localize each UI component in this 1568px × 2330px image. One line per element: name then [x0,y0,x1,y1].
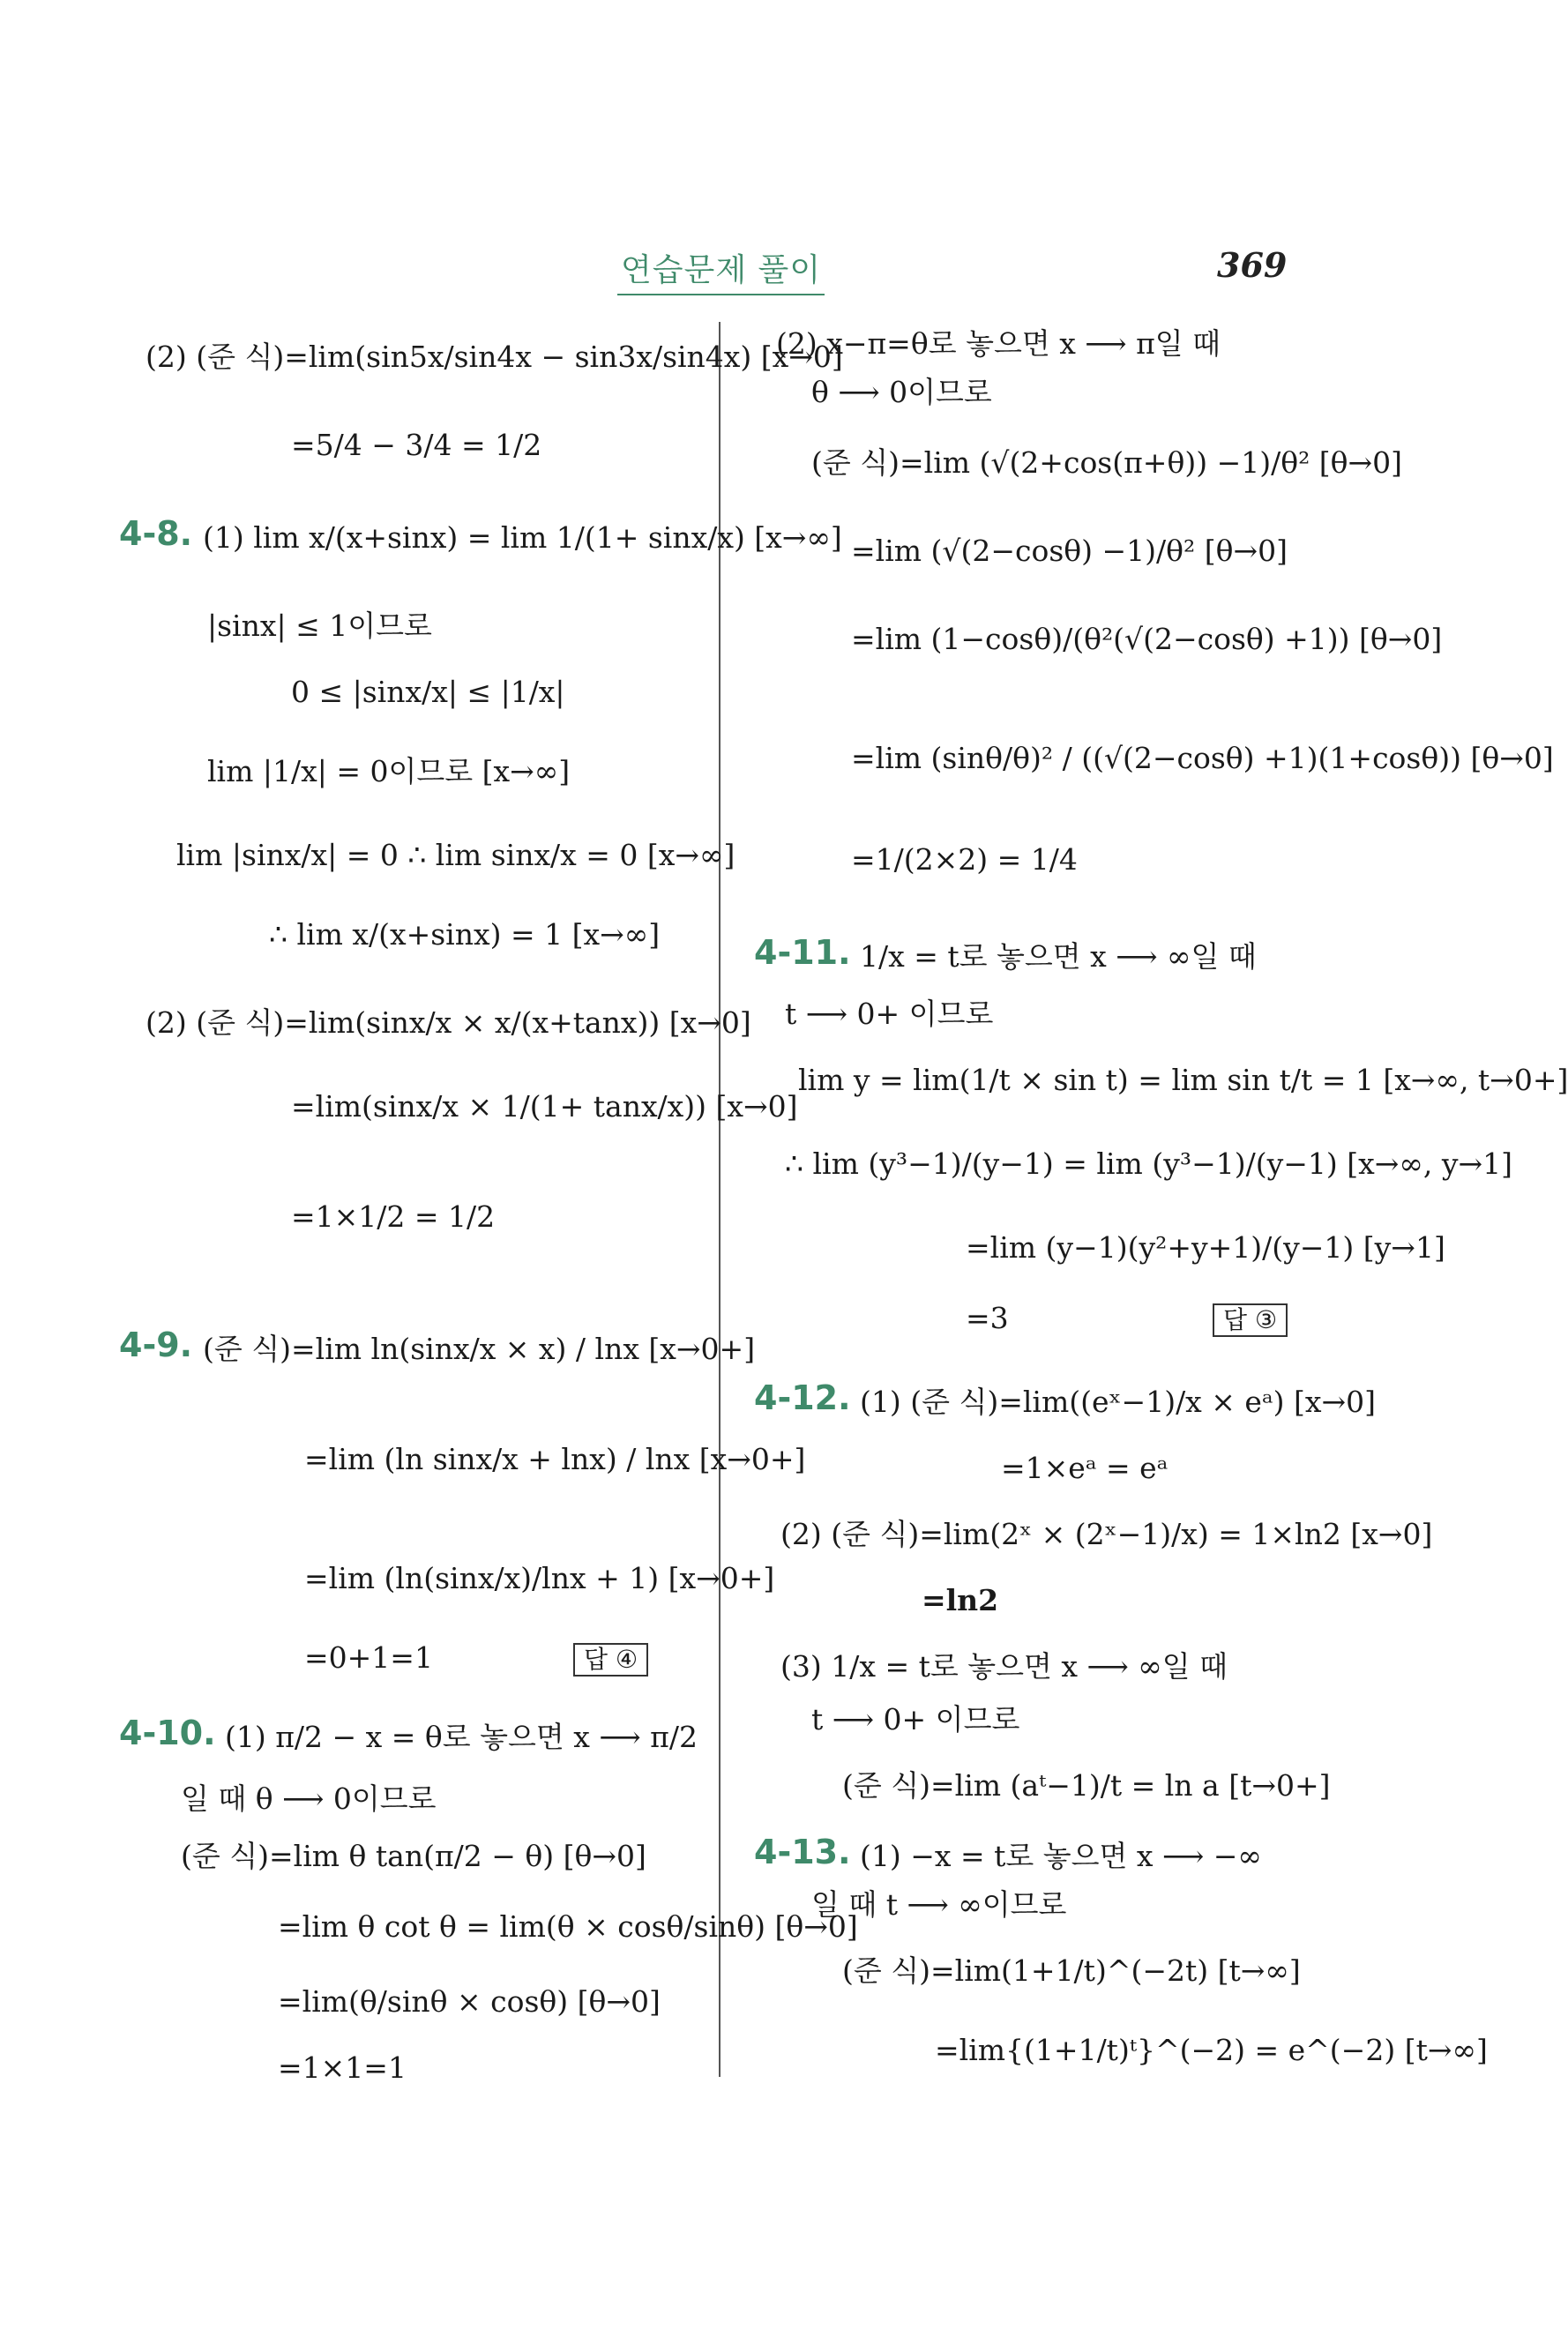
solution-line: (2) (준 식)=lim(sinx/x × x/(x+tanx)) [x→0] [146,1005,751,1040]
solution-line: =3 [966,1301,1009,1335]
solution-line: =lim (√(2−cosθ) −1)/θ² [θ→0] [851,534,1288,568]
solution-line: 일 때 θ ⟶ 0이므로 [181,1781,437,1816]
solution-line: =lim θ cot θ = lim(θ × cosθ/sinθ) [θ→0] [278,1909,858,1944]
problem-number: 4-8. [119,514,193,553]
solution-line: (준 식)=lim (aᵗ−1)/t = ln a [t→0+] [842,1768,1331,1803]
solution-line: =1×1=1 [278,2050,407,2085]
solution-line: |sinx| ≤ 1이므로 [207,609,432,643]
problem-number: 4-12. [754,1378,851,1417]
solution-line: =lim (y−1)(y²+y+1)/(y−1) [y→1] [966,1230,1445,1265]
solution-line: lim |1/x| = 0이므로 [x→∞] [207,754,571,788]
solution-line: (준 식)=lim (√(2+cos(π+θ)) −1)/θ² [θ→0] [811,445,1403,480]
solution-line: (1) −x = t로 놓으면 x ⟶ −∞ [860,1839,1262,1873]
solution-line: =lim (sinθ/θ)² / ((√(2−cosθ) +1)(1+cosθ)) [θ→0] [851,741,1554,775]
solution-line: (준 식)=lim θ tan(π/2 − θ) [θ→0] [181,1839,646,1873]
problem-number: 4-10. [119,1714,216,1752]
solution-line: =lim(θ/sinθ × cosθ) [θ→0] [278,1984,661,2019]
page-number: 369 [1217,245,1288,285]
solution-line: =1×eᵃ = eᵃ [1001,1451,1169,1485]
solution-line: (준 식)=lim(1+1/t)^(−2t) [t→∞] [842,1953,1301,1988]
solution-line: =0+1=1 [304,1640,433,1675]
solution-line: (1) lim x/(x+sinx) = lim 1/(1+ sinx/x) [x→∞] [203,520,842,555]
solution-line: (1) (준 식)=lim((eˣ−1)/x × eᵃ) [x→0] [860,1385,1377,1419]
solution-line: t ⟶ 0+ 이므로 [811,1702,1020,1736]
solution-line: θ ⟶ 0이므로 [811,375,992,409]
problem-number: 4-13. [754,1833,851,1871]
solution-line: 1/x = t로 놓으면 x ⟶ ∞일 때 [860,939,1257,974]
solution-line: =1×1/2 = 1/2 [291,1199,496,1234]
solution-line: =5/4 − 3/4 = 1/2 [291,428,542,462]
solution-line: lim |sinx/x| = 0 ∴ lim sinx/x = 0 [x→∞] [176,838,735,872]
solution-line: t ⟶ 0+ 이므로 [785,997,994,1031]
solution-line: 0 ≤ |sinx/x| ≤ |1/x| [291,675,565,709]
solution-line: (3) 1/x = t로 놓으면 x ⟶ ∞일 때 [780,1649,1228,1684]
section-title: 연습문제 풀이 [617,245,825,295]
column-divider [719,322,721,2077]
solution-line: =ln2 [922,1583,999,1617]
solution-line: lim y = lim(1/t × sin t) = lim sin t/t = 1 [x→∞, t→0+] [798,1063,1568,1097]
solution-line: (2) (준 식)=lim(2ˣ × (2ˣ−1)/x) = 1×ln2 [x→0] [780,1517,1433,1551]
solution-line: 일 때 t ⟶ ∞이므로 [811,1887,1067,1922]
solution-line: =lim (ln(sinx/x)/lnx + 1) [x→0+] [304,1561,775,1595]
solution-line: ∴ lim (y³−1)/(y−1) = lim (y³−1)/(y−1) [x→∞, y→1] [785,1146,1512,1181]
answer-badge: 답 ④ [573,1640,648,1677]
solution-line: =1/(2×2) = 1/4 [851,842,1078,877]
problem-number: 4-11. [754,933,851,972]
solution-line: =lim{(1+1/t)ᵗ}^(−2) = e^(−2) [t→∞] [935,2033,1488,2067]
solution-line: (준 식)=lim ln(sinx/x × x) / lnx [x→0+] [203,1332,756,1366]
solution-line: ∴ lim x/(x+sinx) = 1 [x→∞] [269,917,661,952]
solution-line: (2) (준 식)=lim(sin5x/sin4x − sin3x/sin4x) [x→0] [146,340,843,374]
answer-badge: 답 ③ [1213,1301,1288,1337]
problem-number: 4-9. [119,1326,193,1364]
solution-line: =lim (ln sinx/x + lnx) / lnx [x→0+] [304,1442,806,1476]
solution-line: (2) x−π=θ로 놓으면 x ⟶ π일 때 [776,326,1221,361]
solution-line: =lim (1−cosθ)/(θ²(√(2−cosθ) +1)) [θ→0] [851,622,1443,656]
solution-line: (1) π/2 − x = θ로 놓으면 x ⟶ π/2 [225,1720,698,1754]
solution-line: =lim(sinx/x × 1/(1+ tanx/x)) [x→0] [291,1089,798,1124]
